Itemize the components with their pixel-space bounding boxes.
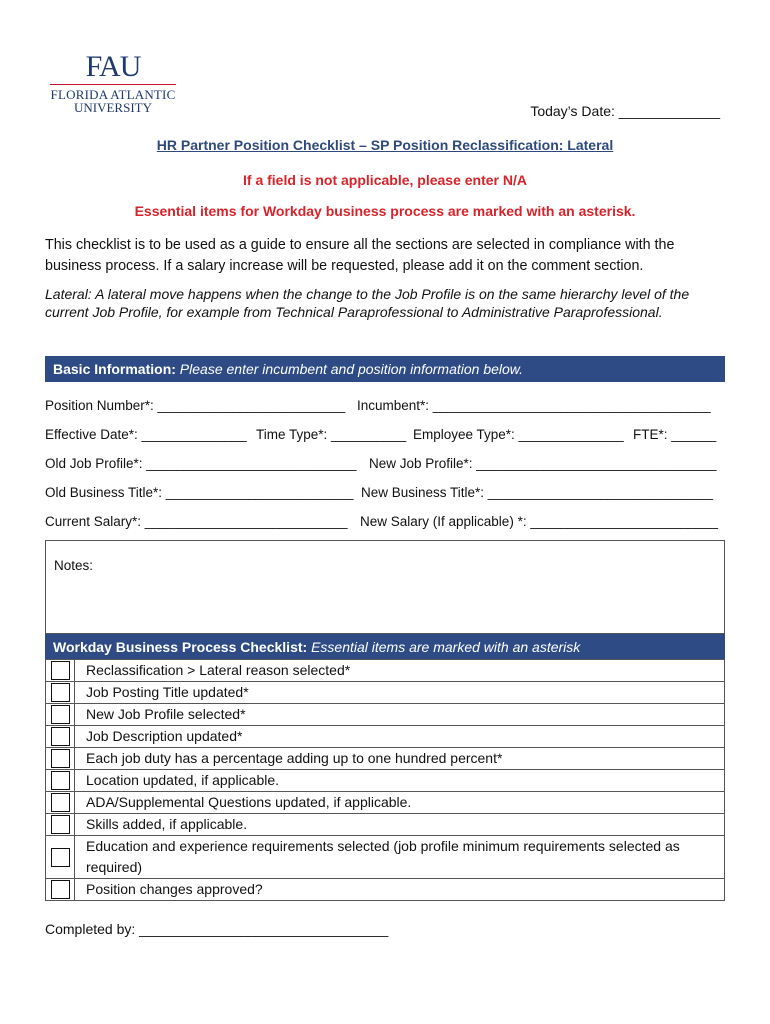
checklist-row xyxy=(46,814,725,836)
checkbox[interactable] xyxy=(51,749,70,768)
checklist-item: ADA/Supplemental Questions updated, if applicable. xyxy=(75,792,725,814)
new-business-title-field[interactable]: New Business Title*: ______________________________ xyxy=(361,485,714,500)
checklist-subheading: Essential items are marked with an asterisk xyxy=(311,639,581,655)
checklist-row xyxy=(46,770,725,792)
employee-type-field[interactable]: Employee Type*: ______________ xyxy=(413,427,624,442)
checklist-table xyxy=(45,659,725,901)
old-job-profile-field[interactable]: Old Job Profile*: ____________________________ xyxy=(45,456,357,471)
lateral-definition: Lateral: A lateral move happens when the change to the Job Profile is on the same hierarchy level of the current Job Profile, for example from Technical Paraprofessional to Administrative Paraprofessional. xyxy=(45,286,690,320)
checklist-item: Position changes approved? xyxy=(75,879,725,901)
current-salary-field[interactable]: Current Salary*: ___________________________ xyxy=(45,514,348,529)
todays-date-field[interactable]: Today’s Date: _____________ xyxy=(530,103,720,119)
notes-box[interactable] xyxy=(45,540,725,634)
checklist-item: Job Posting Title updated* xyxy=(75,682,725,704)
checklist-row xyxy=(46,748,725,770)
notes-label: Notes: xyxy=(54,558,94,573)
checklist-item: Reclassification > Lateral reason selected* xyxy=(75,660,725,682)
new-job-profile-field[interactable]: New Job Profile*: ________________________________ xyxy=(369,456,717,471)
new-salary-field[interactable]: New Salary (If applicable) *: _________________________ xyxy=(360,514,719,529)
basic-information-subheading: Please enter incumbent and position information below. xyxy=(179,361,524,377)
fte-field[interactable]: FTE*: ______ xyxy=(633,427,717,442)
checklist-row xyxy=(46,704,725,726)
na-notice: If a field is not applicable, please enter N/A xyxy=(243,172,527,188)
effective-date-field[interactable]: Effective Date*: ______________ xyxy=(45,427,247,442)
checkbox[interactable] xyxy=(51,771,70,790)
fau-logo xyxy=(50,50,176,115)
old-business-title-field[interactable]: Old Business Title*: _________________________ xyxy=(45,485,354,500)
checklist-row xyxy=(46,726,725,748)
checkbox[interactable] xyxy=(51,848,70,867)
checkbox[interactable] xyxy=(51,815,70,834)
checklist-item: Education and experience requirements selected (job profile minimum requirements selected as required) xyxy=(75,836,725,879)
logo-line1: FLORIDA ATLANTIC xyxy=(50,87,176,102)
time-type-field[interactable]: Time Type*: __________ xyxy=(256,427,407,442)
essential-notice: Essential items for Workday business process are marked with an asterisk. xyxy=(134,203,636,219)
checklist-row xyxy=(46,879,725,901)
checklist-item: Job Description updated* xyxy=(75,726,725,748)
checkbox[interactable] xyxy=(51,661,70,680)
checklist-item: Skills added, if applicable. xyxy=(75,814,725,836)
completed-by-field[interactable]: Completed by: ________________________________ xyxy=(45,921,389,937)
page-title: HR Partner Position Checklist – SP Position Reclassification: Lateral xyxy=(156,137,614,153)
checkbox[interactable] xyxy=(51,793,70,812)
checklist-item: Each job duty has a percentage adding up to one hundred percent* xyxy=(75,748,725,770)
incumbent-field[interactable]: Incumbent*: _____________________________________ xyxy=(357,398,711,413)
checkbox[interactable] xyxy=(51,705,70,724)
checklist-row xyxy=(46,682,725,704)
checkbox[interactable] xyxy=(51,727,70,746)
basic-information-heading: Basic Information: xyxy=(53,361,176,377)
basic-information-header xyxy=(45,356,725,382)
position-number-field[interactable]: Position Number*: _________________________ xyxy=(45,398,346,413)
intro-paragraph: This checklist is to be used as a guide to ensure all the sections are selected in compliance with the business process. If a salary increase will be requested, please add it on the comment section. xyxy=(45,237,675,274)
checklist-header xyxy=(45,634,725,660)
checklist-row xyxy=(46,792,725,814)
checkbox[interactable] xyxy=(51,880,70,899)
checklist-row xyxy=(46,660,725,682)
logo-mark: FAU xyxy=(85,50,141,83)
logo-rule xyxy=(50,84,176,85)
checklist-item: Location updated, if applicable. xyxy=(75,770,725,792)
checkbox[interactable] xyxy=(51,683,70,702)
checklist-item: New Job Profile selected* xyxy=(75,704,725,726)
logo-line2: UNIVERSITY xyxy=(74,100,152,115)
checklist-row xyxy=(46,836,725,879)
checklist-heading: Workday Business Process Checklist: xyxy=(53,639,308,655)
